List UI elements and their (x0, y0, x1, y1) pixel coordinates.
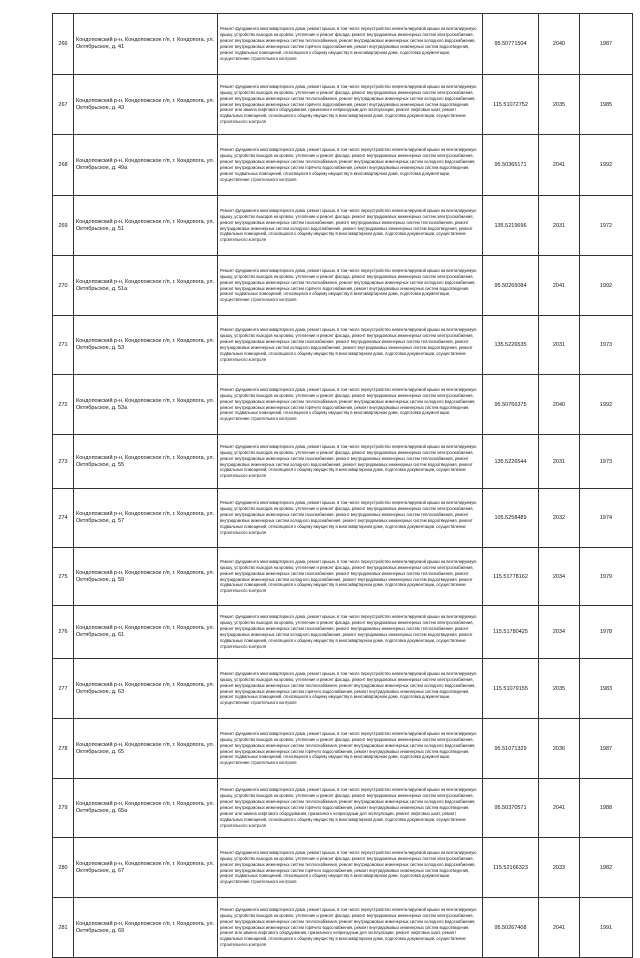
build-year-cell: 1987 (580, 719, 633, 779)
works-cell: Ремонт фундамента многоквартирного дома, ремонт крыши, в том числе переустройство невентилируемой крыши на вентилируемую крышу, устройство выходов на кровлю, утепление и ремонт фасада, ремонт внутридомовых инженерных систем электроснабжения, ремонт внутридомовых инженерных систем теплоснабжения, ремонт внутридомовых инженерных систем холодного водоснабжения, ремонт внутридомовых инженерных систем горячего водоснабжения, ремонт внутридомовых инженерных систем водоотведения, ремонт подвальных помещений, относящихся к общему имуществу в многоквартирном доме, подготовка документации, осуществление строительного контроля (218, 838, 483, 898)
row-number-cell: 278 (53, 719, 74, 779)
table-row (53, 606, 633, 659)
build-year-cell: 1982 (580, 838, 633, 898)
cost-cell: 115.51778162 (483, 548, 539, 606)
works-cell: Ремонт фундамента многоквартирного дома, ремонт крыши, в том числе переустройство невентилируемой крыши на вентилируемую крышу, устройство выходов на кровлю, утепление и ремонт фасада, ремонт внутридомовых инженерных систем электроснабжения, ремонт внутридомовых инженерных систем газоснабжения, ремонт внутридомовых инженерных систем теплоснабжения, ремонт внутридомовых инженерных систем холодного водоснабжения, ремонт внутридомовых инженерных систем водоотведения, ремонт подвальных помещений, относящихся к общему имуществу в многоквартирном доме, подготовка документации, осуществление строительного контроля (218, 435, 483, 489)
table-row (53, 316, 633, 375)
works-cell: Ремонт фундамента многоквартирного дома, ремонт крыши, в том числе переустройство невентилируемой крыши на вентилируемую крышу, устройство выходов на кровлю, утепление и ремонт фасада, ремонт внутридомовых инженерных систем электроснабжения, ремонт внутридомовых инженерных систем теплоснабжения, ремонт внутридомовых инженерных систем холодного водоснабжения, ремонт внутридомовых инженерных систем горячего водоснабжения, ремонт внутридомовых инженерных систем водоотведения, ремонт подвальных помещений, относящихся к общему имуществу в многоквартирном доме, подготовка документации, осуществление строительного контроля (218, 256, 483, 316)
planned-year-cell: 2040 (539, 14, 580, 75)
works-cell: Ремонт фундамента многоквартирного дома, ремонт крыши, в том числе переустройство невентилируемой крыши на вентилируемую крышу, устройство выходов на кровлю, утепление и ремонт фасада, ремонт внутридомовых инженерных систем электроснабжения, ремонт внутридомовых инженерных систем газоснабжения, ремонт внутридомовых инженерных систем теплоснабжения, ремонт внутридомовых инженерных систем холодного водоснабжения, ремонт внутридомовых инженерных систем водоотведения, ремонт подвальных помещений, относящихся к общему имуществу в многоквартирном доме, подготовка документации, осуществление строительного контроля (218, 489, 483, 548)
planned-year-cell: 2035 (539, 75, 580, 135)
build-year-cell: 1991 (580, 898, 633, 958)
build-year-cell: 1979 (580, 548, 633, 606)
cost-cell: 95.50267408 (483, 898, 539, 958)
table-row (53, 548, 633, 606)
address-cell: Кондопожский р-н, Кондопожское г/п, г. Кондопога, ул. Октябрьское, д. 51а (74, 256, 218, 316)
works-cell: Ремонт фундамента многоквартирного дома, ремонт крыши, в том числе переустройство невентилируемой крыши на вентилируемую крышу, устройство выходов на кровлю, утепление и ремонт фасада, ремонт внутридомовых инженерных систем электроснабжения, ремонт внутридомовых инженерных систем газоснабжения, ремонт внутридомовых инженерных систем теплоснабжения, ремонт внутридомовых инженерных систем холодного водоснабжения, ремонт внутридомовых инженерных систем водоотведения, ремонт подвальных помещений, относящихся к общему имуществу в многоквартирном доме, подготовка документации, осуществление строительного контроля (218, 548, 483, 606)
table-row (53, 375, 633, 435)
row-number-cell: 276 (53, 606, 74, 659)
build-year-cell: 1992 (580, 375, 633, 435)
cost-cell: 135.5226535 (483, 316, 539, 375)
address-cell: Кондопожский р-н, Кондопожское г/п, г. Кондопога, ул. Октябрьское, д. 61 (74, 606, 218, 659)
address-cell: Кондопожский р-н, Кондопожское г/п, г. Кондопога, ул. Октябрьское, д. 65а (74, 779, 218, 838)
table-row (53, 779, 633, 838)
table-row (53, 719, 633, 779)
table-row (53, 135, 633, 196)
planned-year-cell: 2034 (539, 548, 580, 606)
cost-cell: 115.52166323 (483, 838, 539, 898)
address-cell: Кондопожский р-н, Кондопожское г/п, г. Кондопога, ул. Октябрьское, д. 53а (74, 375, 218, 435)
row-number-cell: 269 (53, 196, 74, 256)
address-cell: Кондопожский р-н, Кондопожское г/п, г. Кондопога, ул. Октябрьское, д. 65 (74, 719, 218, 779)
planned-year-cell: 2041 (539, 779, 580, 838)
build-year-cell: 1987 (580, 14, 633, 75)
row-number-cell: 281 (53, 898, 74, 958)
address-cell: Кондопожский р-н, Кондопожское г/п, г. Кондопога, ул. Октябрьское, д. 43 (74, 75, 218, 135)
address-cell: Кондопожский р-н, Кондопожское г/п, г. Кондопога, ул. Октябрьское, д. 49а (74, 135, 218, 196)
cost-cell: 95.51071329 (483, 719, 539, 779)
planned-year-cell: 2041 (539, 256, 580, 316)
cost-cell: 135.5226544 (483, 435, 539, 489)
planned-year-cell: 2035 (539, 659, 580, 719)
repair-program-table (52, 13, 633, 958)
row-number-cell: 279 (53, 779, 74, 838)
build-year-cell: 1978 (580, 606, 633, 659)
cost-cell: 95.50766375 (483, 375, 539, 435)
cost-cell: 95.50265084 (483, 256, 539, 316)
address-cell: Кондопожский р-н, Кондопожское г/п, г. Кондопога, ул. Октябрьское, д. 51 (74, 196, 218, 256)
address-cell: Кондопожский р-н, Кондопожское г/п, г. Кондопога, ул. Октябрьское, д. 53 (74, 316, 218, 375)
address-cell: Кондопожский р-н, Кондопожское г/п, г. Кондопога, ул. Октябрьское, д. 67 (74, 838, 218, 898)
works-cell: Ремонт фундамента многоквартирного дома, ремонт крыши, в том числе переустройство невентилируемой крыши на вентилируемую крышу, устройство выходов на кровлю, утепление и ремонт фасада, ремонт внутридомовых инженерных систем электроснабжения, ремонт внутридомовых инженерных систем газоснабжения, ремонт внутридомовых инженерных систем теплоснабжения, ремонт внутридомовых инженерных систем холодного водоснабжения, ремонт внутридомовых инженерных систем водоотведения, ремонт подвальных помещений, относящихся к общему имуществу в многоквартирном доме, подготовка документации, осуществление строительного контроля (218, 196, 483, 256)
works-cell: Ремонт фундамента многоквартирного дома, ремонт крыши, в том числе переустройство невентилируемой крыши на вентилируемую крышу, устройство выходов на кровлю, утепление и ремонт фасада, ремонт внутридомовых инженерных систем электроснабжения, ремонт внутридомовых инженерных систем теплоснабжения, ремонт внутридомовых инженерных систем холодного водоснабжения, ремонт внутридомовых инженерных систем горячего водоснабжения, ремонт внутридомовых инженерных систем водоотведения, ремонт подвальных помещений, относящихся к общему имуществу в многоквартирном доме, подготовка документации, осуществление строительного контроля (218, 14, 483, 75)
table-row (53, 489, 633, 548)
works-cell: Ремонт фундамента многоквартирного дома, ремонт крыши, в том числе переустройство невентилируемой крыши на вентилируемую крышу, устройство выходов на кровлю, утепление и ремонт фасада, ремонт внутридомовых инженерных систем электроснабжения, ремонт внутридомовых инженерных систем газоснабжения, ремонт внутридомовых инженерных систем теплоснабжения, ремонт внутридомовых инженерных систем холодного водоснабжения, ремонт внутридомовых инженерных систем водоотведения, ремонт подвальных помещений, относящихся к общему имуществу в многоквартирном доме, подготовка документации, осуществление строительного контроля (218, 606, 483, 659)
build-year-cell: 1974 (580, 489, 633, 548)
planned-year-cell: 2036 (539, 719, 580, 779)
address-cell: Кондопожский р-н, Кондопожское г/п, г. Кондопога, ул. Октябрьское, д. 69 (74, 898, 218, 958)
planned-year-cell: 2031 (539, 196, 580, 256)
cost-cell: 135.5219696 (483, 196, 539, 256)
row-number-cell: 275 (53, 548, 74, 606)
address-cell: Кондопожский р-н, Кондопожское г/п, г. Кондопога, ул. Октябрьское, д. 63 (74, 659, 218, 719)
row-number-cell: 267 (53, 75, 74, 135)
table-row (53, 659, 633, 719)
row-number-cell: 271 (53, 316, 74, 375)
table-row (53, 75, 633, 135)
build-year-cell: 1973 (580, 316, 633, 375)
works-cell: Ремонт фундамента многоквартирного дома, ремонт крыши, в том числе переустройство невентилируемой крыши на вентилируемую крышу, устройство выходов на кровлю, утепление и ремонт фасада, ремонт внутридомовых инженерных систем электроснабжения, ремонт внутридомовых инженерных систем теплоснабжения, ремонт внутридомовых инженерных систем холодного водоснабжения, ремонт внутридомовых инженерных систем горячего водоснабжения, ремонт внутридомовых инженерных систем водоотведения, ремонт или замена лифтового оборудования, признанного непригодным для эксплуатации, ремонт лифтовых шахт, ремонт подвальных помещений, относящихся к общему имуществу в многоквартирном доме, подготовка документации, осуществление строительного контроля (218, 75, 483, 135)
works-cell: Ремонт фундамента многоквартирного дома, ремонт крыши, в том числе переустройство невентилируемой крыши на вентилируемую крышу, устройство выходов на кровлю, утепление и ремонт фасада, ремонт внутридомовых инженерных систем электроснабжения, ремонт внутридомовых инженерных систем газоснабжения, ремонт внутридомовых инженерных систем теплоснабжения, ремонт внутридомовых инженерных систем холодного водоснабжения, ремонт внутридомовых инженерных систем водоотведения, ремонт подвальных помещений, относящихся к общему имуществу в многоквартирном доме, подготовка документации, осуществление строительного контроля (218, 316, 483, 375)
address-cell: Кондопожский р-н, Кондопожское г/п, г. Кондопога, ул. Октябрьское, д. 55 (74, 435, 218, 489)
build-year-cell: 1988 (580, 779, 633, 838)
cost-cell: 95.50365171 (483, 135, 539, 196)
cost-cell: 105.5258489 (483, 489, 539, 548)
cost-cell: 115.51780425 (483, 606, 539, 659)
planned-year-cell: 2041 (539, 135, 580, 196)
planned-year-cell: 2031 (539, 435, 580, 489)
works-cell: Ремонт фундамента многоквартирного дома, ремонт крыши, в том числе переустройство невентилируемой крыши на вентилируемую крышу, устройство выходов на кровлю, утепление и ремонт фасада, ремонт внутридомовых инженерных систем электроснабжения, ремонт внутридомовых инженерных систем теплоснабжения, ремонт внутридомовых инженерных систем холодного водоснабжения, ремонт внутридомовых инженерных систем горячего водоснабжения, ремонт внутридомовых инженерных систем водоотведения, ремонт подвальных помещений, относящихся к общему имуществу в многоквартирном доме, подготовка документации, осуществление строительного контроля (218, 659, 483, 719)
row-number-cell: 268 (53, 135, 74, 196)
table-row (53, 196, 633, 256)
address-cell: Кондопожский р-н, Кондопожское г/п, г. Кондопога, ул. Октябрьское, д. 41 (74, 14, 218, 75)
planned-year-cell: 2041 (539, 898, 580, 958)
row-number-cell: 274 (53, 489, 74, 548)
works-cell: Ремонт фундамента многоквартирного дома, ремонт крыши, в том числе переустройство невентилируемой крыши на вентилируемую крышу, устройство выходов на кровлю, утепление и ремонт фасада, ремонт внутридомовых инженерных систем электроснабжения, ремонт внутридомовых инженерных систем теплоснабжения, ремонт внутридомовых инженерных систем холодного водоснабжения, ремонт внутридомовых инженерных систем горячего водоснабжения, ремонт внутридомовых инженерных систем водоотведения, ремонт или замена лифтового оборудования, признанного непригодным для эксплуатации, ремонт лифтовых шахт, ремонт подвальных помещений, относящихся к общему имуществу в многоквартирном доме, подготовка документации, осуществление строительного контроля (218, 779, 483, 838)
build-year-cell: 1983 (580, 659, 633, 719)
planned-year-cell: 2033 (539, 838, 580, 898)
build-year-cell: 1985 (580, 75, 633, 135)
works-cell: Ремонт фундамента многоквартирного дома, ремонт крыши, в том числе переустройство невентилируемой крыши на вентилируемую крышу, устройство выходов на кровлю, утепление и ремонт фасада, ремонт внутридомовых инженерных систем электроснабжения, ремонт внутридомовых инженерных систем теплоснабжения, ремонт внутридомовых инженерных систем холодного водоснабжения, ремонт внутридомовых инженерных систем горячего водоснабжения, ремонт внутридомовых инженерных систем водоотведения, ремонт или замена лифтового оборудования, признанного непригодным для эксплуатации, ремонт лифтовых шахт, ремонт подвальных помещений, относящихся к общему имуществу в многоквартирном доме, подготовка документации, осуществление строительного контроля (218, 898, 483, 958)
cost-cell: 115.51072752 (483, 75, 539, 135)
cost-cell: 95.50370571 (483, 779, 539, 838)
address-cell: Кондопожский р-н, Кондопожское г/п, г. Кондопога, ул. Октябрьское, д. 57 (74, 489, 218, 548)
cost-cell: 95.50771504 (483, 14, 539, 75)
table-row (53, 435, 633, 489)
planned-year-cell: 2034 (539, 606, 580, 659)
table-row (53, 14, 633, 75)
row-number-cell: 266 (53, 14, 74, 75)
cost-cell: 115.51079155 (483, 659, 539, 719)
build-year-cell: 1973 (580, 435, 633, 489)
planned-year-cell: 2032 (539, 489, 580, 548)
works-cell: Ремонт фундамента многоквартирного дома, ремонт крыши, в том числе переустройство невентилируемой крыши на вентилируемую крышу, устройство выходов на кровлю, утепление и ремонт фасада, ремонт внутридомовых инженерных систем электроснабжения, ремонт внутридомовых инженерных систем теплоснабжения, ремонт внутридомовых инженерных систем холодного водоснабжения, ремонт внутридомовых инженерных систем горячего водоснабжения, ремонт внутридомовых инженерных систем водоотведения, ремонт подвальных помещений, относящихся к общему имуществу в многоквартирном доме, подготовка документации, осуществление строительного контроля (218, 375, 483, 435)
works-cell: Ремонт фундамента многоквартирного дома, ремонт крыши, в том числе переустройство невентилируемой крыши на вентилируемую крышу, устройство выходов на кровлю, утепление и ремонт фасада, ремонт внутридомовых инженерных систем электроснабжения, ремонт внутридомовых инженерных систем теплоснабжения, ремонт внутридомовых инженерных систем холодного водоснабжения, ремонт внутридомовых инженерных систем горячего водоснабжения, ремонт внутридомовых инженерных систем водоотведения, ремонт подвальных помещений, относящихся к общему имуществу в многоквартирном доме, подготовка документации, осуществление строительного контроля (218, 719, 483, 779)
planned-year-cell: 2031 (539, 316, 580, 375)
row-number-cell: 273 (53, 435, 74, 489)
planned-year-cell: 2040 (539, 375, 580, 435)
row-number-cell: 280 (53, 838, 74, 898)
row-number-cell: 270 (53, 256, 74, 316)
build-year-cell: 1992 (580, 135, 633, 196)
table-body (53, 14, 633, 958)
row-number-cell: 277 (53, 659, 74, 719)
build-year-cell: 1992 (580, 256, 633, 316)
table-row (53, 898, 633, 958)
table-row (53, 256, 633, 316)
row-number-cell: 272 (53, 375, 74, 435)
address-cell: Кондопожский р-н, Кондопожское г/п, г. Кондопога, ул. Октябрьское, д. 59 (74, 548, 218, 606)
table-row (53, 838, 633, 898)
build-year-cell: 1972 (580, 196, 633, 256)
works-cell: Ремонт фундамента многоквартирного дома, ремонт крыши, в том числе переустройство невентилируемой крыши на вентилируемую крышу, устройство выходов на кровлю, утепление и ремонт фасада, ремонт внутридомовых инженерных систем электроснабжения, ремонт внутридомовых инженерных систем теплоснабжения, ремонт внутридомовых инженерных систем холодного водоснабжения, ремонт внутридомовых инженерных систем горячего водоснабжения, ремонт внутридомовых инженерных систем водоотведения, ремонт подвальных помещений, относящихся к общему имуществу в многоквартирном доме, подготовка документации, осуществление строительного контроля (218, 135, 483, 196)
